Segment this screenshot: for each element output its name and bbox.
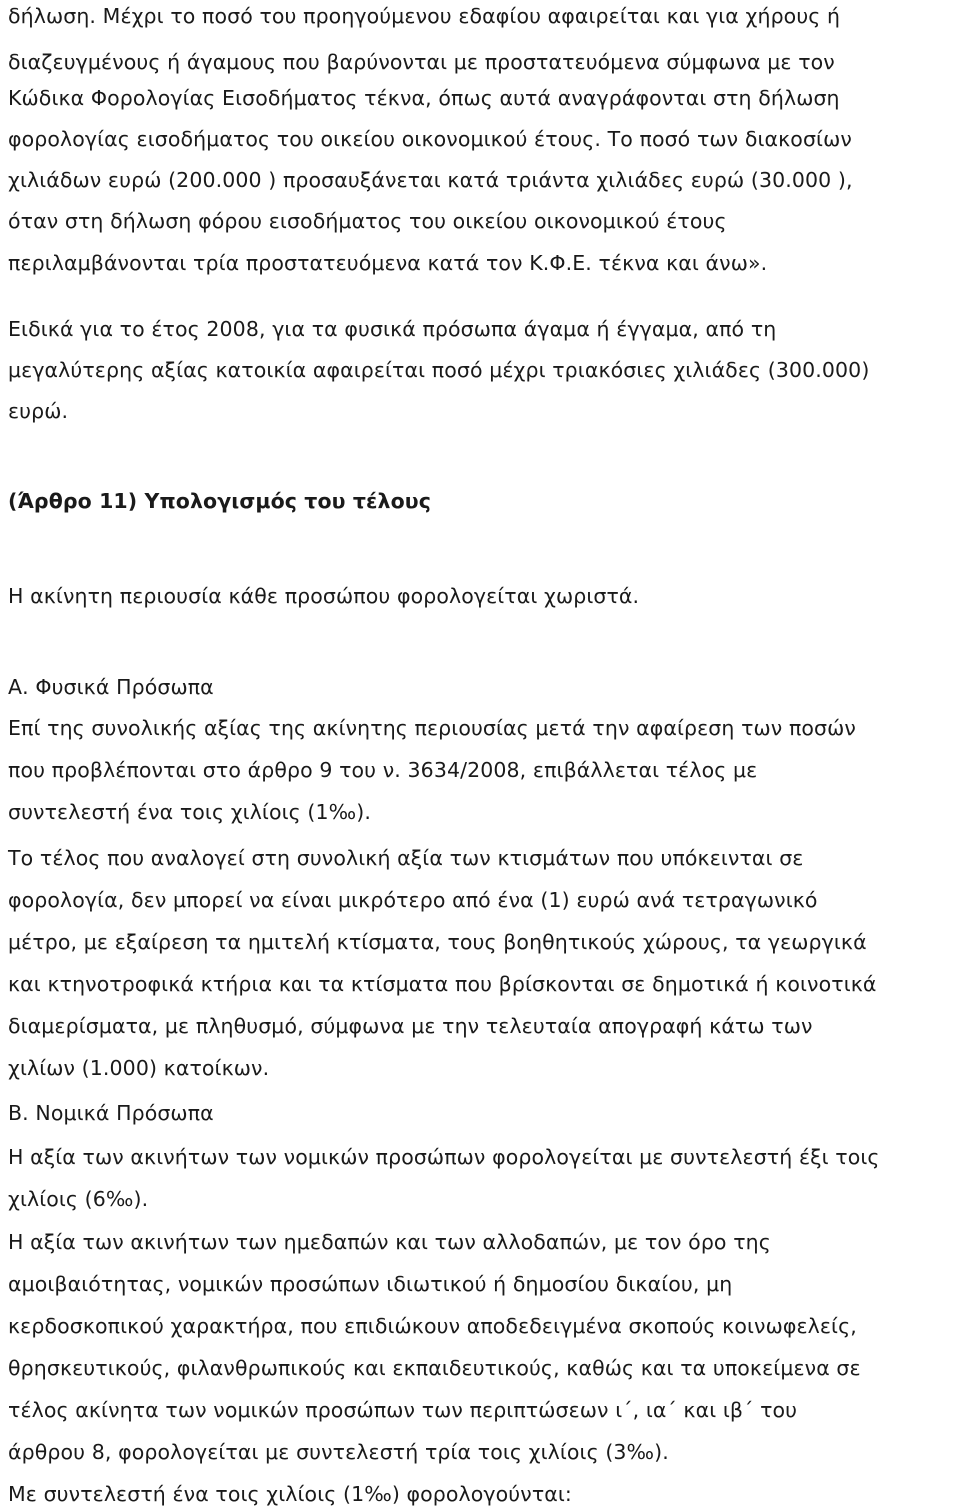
article-heading: (Άρθρο 11) Υπολογισμός του τέλους — [8, 489, 431, 513]
text-line: Κώδικα Φορολογίας Εισοδήματος τέκνα, όπως αυτά αναγράφονται στη δήλωση — [8, 86, 840, 110]
text-line: Με συντελεστή ένα τοις χιλίοις (1‰) φορολογούνται: — [8, 1482, 572, 1506]
text-line: ευρώ. — [8, 399, 69, 423]
text-line — [8, 2, 952, 30]
text-line: Επί της συνολικής αξίας της ακίνητης περιουσίας μετά την αφαίρεση των ποσών — [8, 716, 856, 740]
text-line: που προβλέπονται στο άρθρο 9 του ν. 3634/2008, επιβάλλεται τέλος με — [8, 758, 758, 782]
section-a-title: Α. Φυσικά Πρόσωπα — [8, 675, 214, 699]
text-line: θρησκευτικούς, φιλανθρωπικούς και εκπαιδευτικούς, καθώς και τα υποκείμενα σε — [8, 1356, 861, 1380]
line-text: Ειδικά για το έτος 2008, για τα φυσικά πρόσωπα άγαμα ή έγγαμα, από τη — [8, 317, 777, 341]
text-line: Η ακίνητη περιουσία κάθε προσώπου φορολογείται χωριστά. — [8, 584, 640, 608]
text-line: άρθρου 8, φορολογείται με συντελεστή τρία τοις χιλίοις (3‰). — [8, 1440, 669, 1464]
text-line: Η αξία των ακινήτων των ημεδαπών και των αλλοδαπών, με τον όρο της — [8, 1230, 771, 1254]
text-line: διαζευγμένους ή άγαμους που βαρύνονται με προστατευόμενα σύμφωνα με τον — [8, 50, 835, 74]
section-b-title: Β. Νομικά Πρόσωπα — [8, 1101, 214, 1125]
line-text: δήλωση. Μέχρι το ποσό του προηγούμενου εδαφίου αφαιρείται και για χήρους ή — [8, 4, 841, 28]
text-line: μέτρο, με εξαίρεση τα ημιτελή κτίσματα, τους βοηθητικούς χώρους, τα γεωργικά — [8, 930, 867, 954]
text-line: μεγαλύτερης αξίας κατοικία αφαιρείται ποσό μέχρι τριακόσιες χιλιάδες (300.000) — [8, 358, 870, 382]
text-line: αμοιβαιότητας, νομικών προσώπων ιδιωτικού ή δημοσίου δικαίου, μη — [8, 1272, 733, 1296]
text-line: φορολογία, δεν μπορεί να είναι μικρότερο από ένα (1) ευρώ ανά τετραγωνικό — [8, 888, 818, 912]
text-line: διαμερίσματα, με πληθυσμό, σύμφωνα με την τελευταία απογραφή κάτω των — [8, 1014, 813, 1038]
text-line: χιλίοις (6‰). — [8, 1187, 149, 1211]
text-line: όταν στη δήλωση φόρου εισοδήματος του οικείου οικονομικού έτους — [8, 209, 727, 233]
text-line: χιλίων (1.000) κατοίκων. — [8, 1056, 270, 1080]
text-line — [8, 315, 952, 343]
text-line: και κτηνοτροφικά κτήρια και τα κτίσματα που βρίσκονται σε δημοτικά ή κοινοτικά — [8, 972, 877, 996]
text-line: περιλαμβάνονται τρία προστατευόμενα κατά τον Κ.Φ.Ε. τέκνα και άνω». — [8, 251, 768, 275]
text-line: τέλος ακίνητα των νομικών προσώπων των περιπτώσεων ι΄, ια΄ και ιβ΄ του — [8, 1398, 798, 1422]
text-line: φορολογίας εισοδήματος του οικείου οικονομικού έτους. Το ποσό των διακοσίων — [8, 127, 852, 151]
text-line: συντελεστή ένα τοις χιλίοις (1‰). — [8, 800, 371, 824]
text-line: Η αξία των ακινήτων των νομικών προσώπων φορολογείται με συντελεστή έξι τοις — [8, 1145, 880, 1169]
text-line: κερδοσκοπικού χαρακτήρα, που επιδιώκουν αποδεδειγμένα σκοπούς κοινωφελείς, — [8, 1314, 857, 1338]
text-line: χιλιάδων ευρώ (200.000 ) προσαυξάνεται κατά τριάντα χιλιάδες ευρώ (30.000 ), — [8, 168, 853, 192]
text-line: Το τέλος που αναλογεί στη συνολική αξία των κτισμάτων που υπόκεινται σε — [8, 846, 804, 870]
